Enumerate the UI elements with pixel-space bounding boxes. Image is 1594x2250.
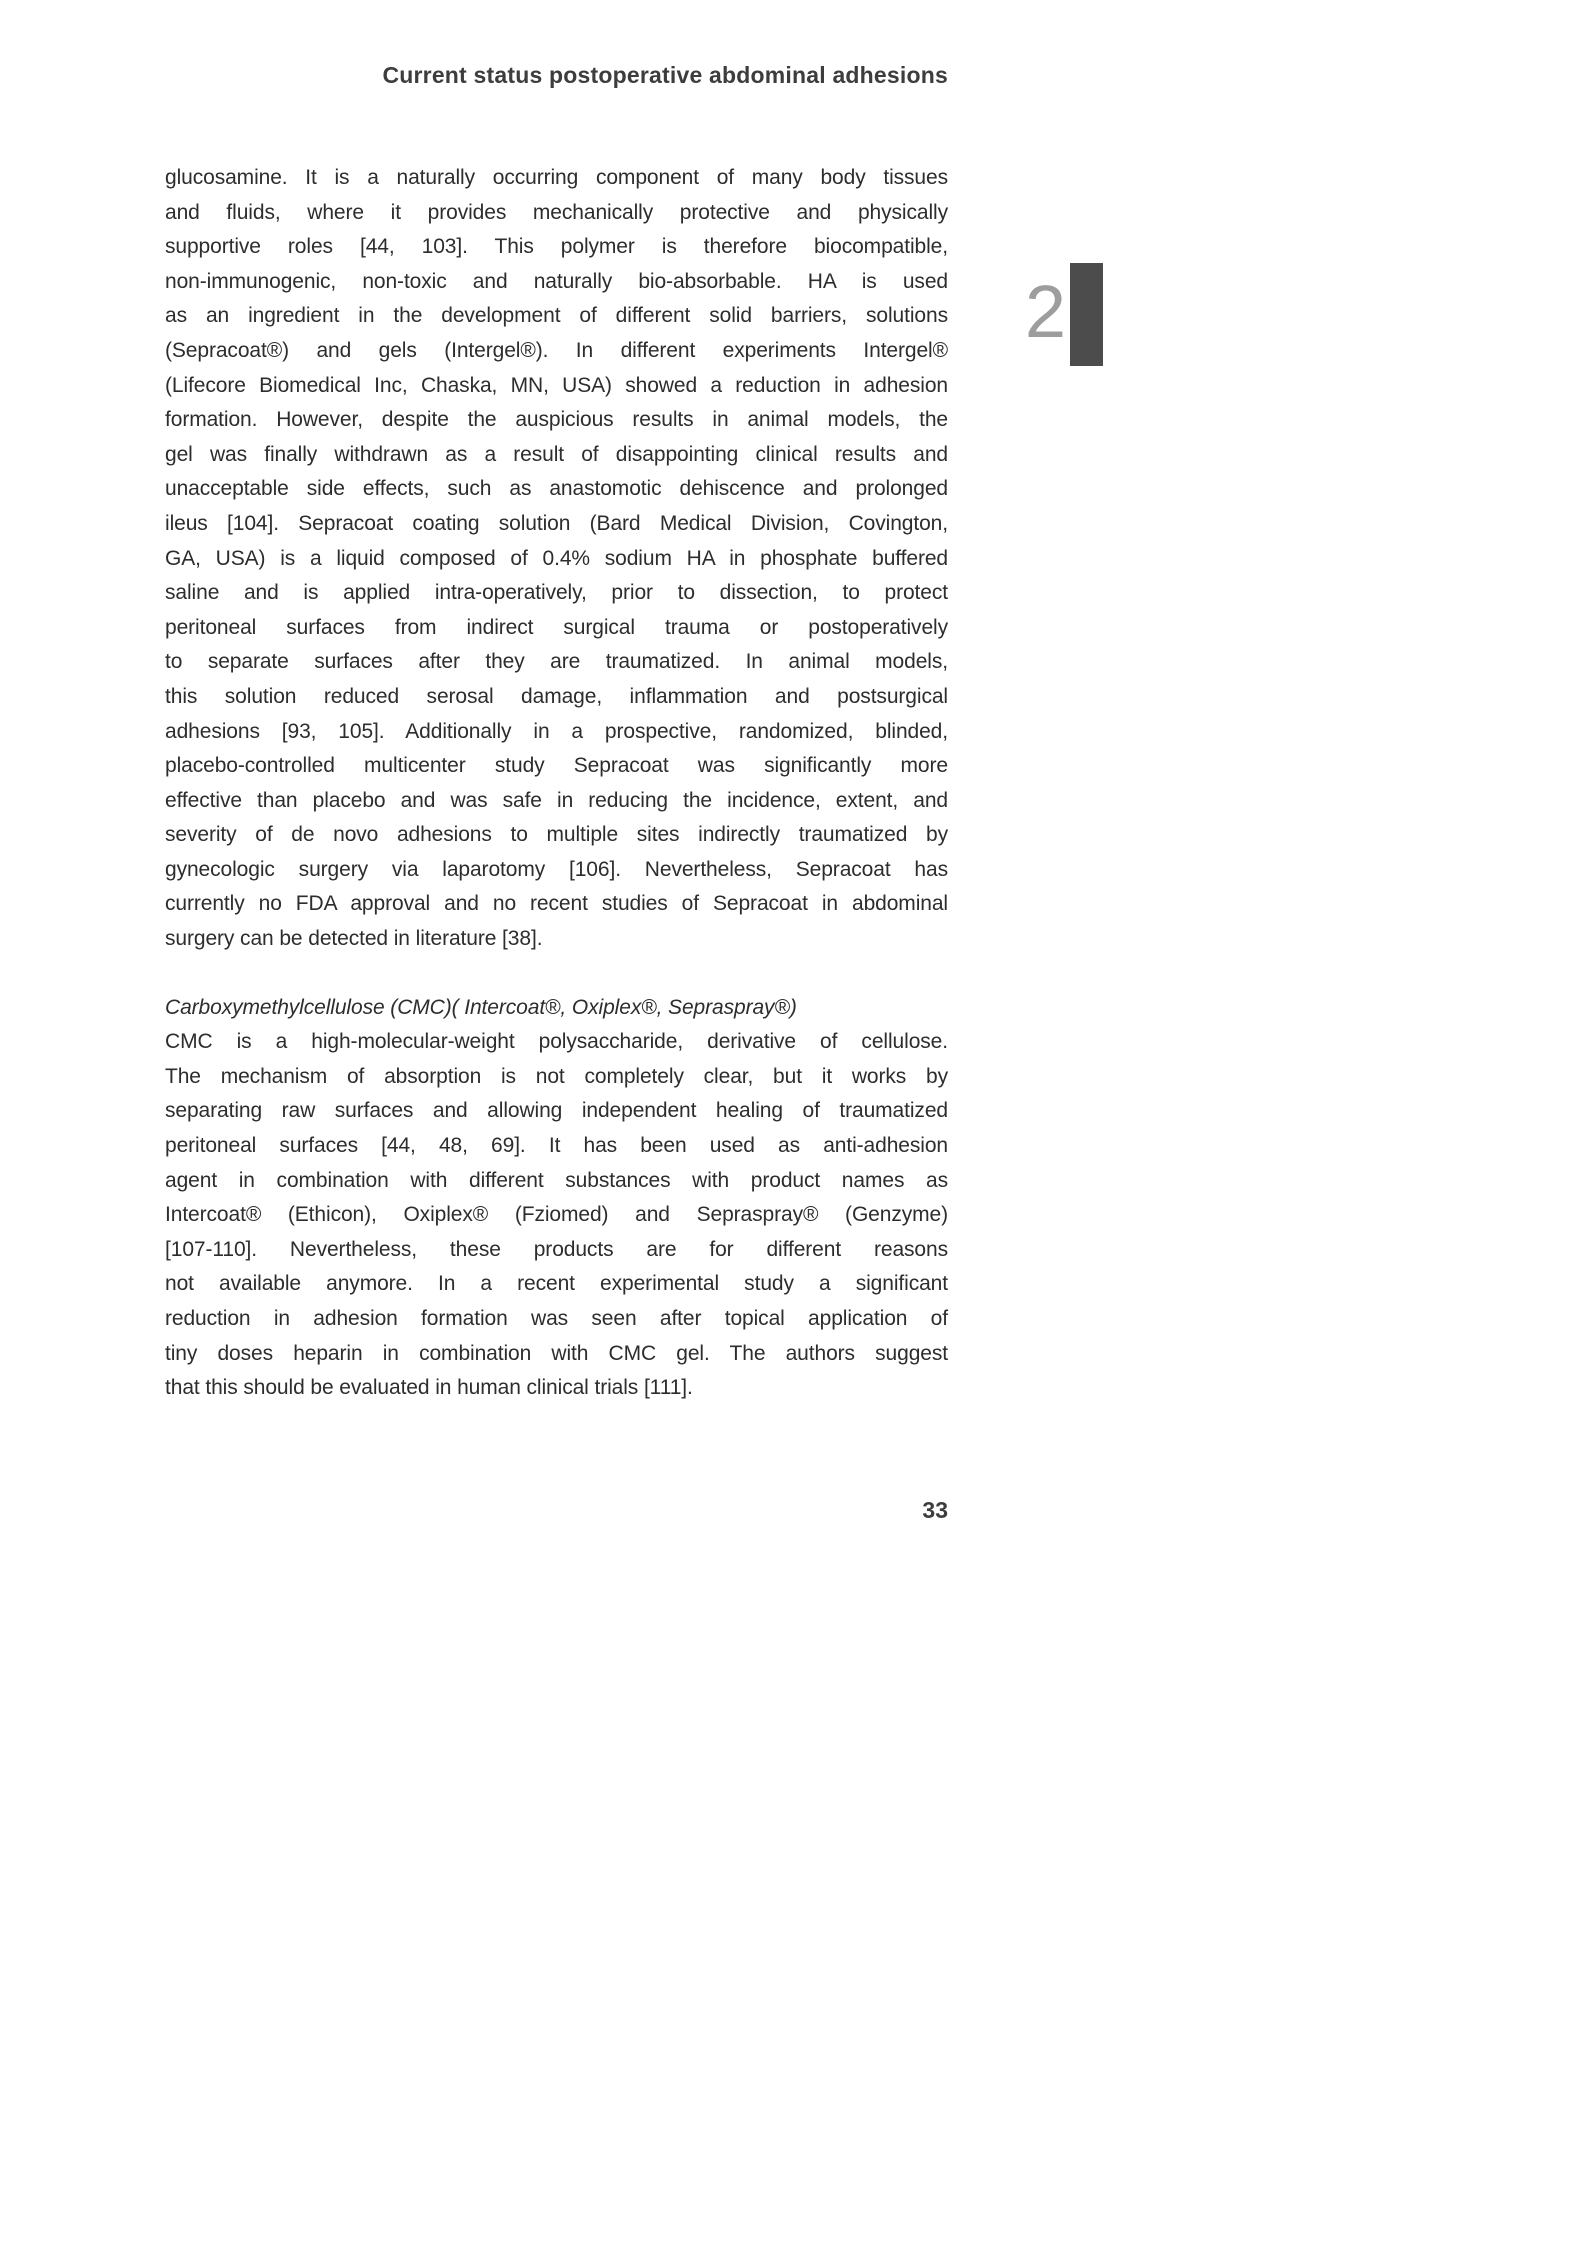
text-line: placebo-controlled multicenter study Sepracoat was significantly more (165, 754, 948, 778)
text-line: (Sepracoat®) and gels (Intergel®). In different experiments Intergel® (165, 338, 948, 362)
text-line: agent in combination with different substances with product names as (165, 1168, 948, 1192)
text-line: gel was finally withdrawn as a result of disappointing clinical results and (165, 442, 948, 466)
text-line: supportive roles [44, 103]. This polymer is therefore biocompatible, (165, 235, 948, 259)
text-line: CMC is a high-molecular-weight polysaccharide, derivative of cellulose. (165, 1030, 948, 1054)
text-line: glucosamine. It is a naturally occurring component of many body tissues (165, 166, 948, 189)
text-line: surgery can be detected in literature [38]. (165, 927, 543, 951)
text-line: ileus [104]. Sepracoat coating solution (Bard Medical Division, Covington, (165, 511, 948, 535)
paragraph-hyaluronic-acid (165, 161, 948, 957)
text-line: reduction in adhesion formation was seen after topical application of (165, 1307, 948, 1330)
text-line: effective than placebo and was safe in reducing the incidence, extent, and (165, 788, 948, 812)
body-text (165, 161, 948, 1406)
text-line: tiny doses heparin in combination with CMC gel. The authors suggest (165, 1341, 948, 1365)
text-line: GA, USA) is a liquid composed of 0.4% sodium HA in phosphate buffered (165, 546, 948, 570)
text-line: gynecologic surgery via laparotomy [106]. Nevertheless, Sepracoat has (165, 857, 948, 881)
text-line: that this should be evaluated in human clinical trials [111]. (165, 1376, 693, 1400)
text-line: currently no FDA approval and no recent studies of Sepracoat in abdominal (165, 892, 948, 916)
text-line: peritoneal surfaces [44, 48, 69]. It has been used as anti-adhesion (165, 1134, 948, 1158)
text-line: this solution reduced serosal damage, inflammation and postsurgical (165, 684, 948, 708)
text-line: to separate surfaces after they are traumatized. In animal models, (165, 650, 948, 674)
text-line: separating raw surfaces and allowing independent healing of traumatized (165, 1099, 948, 1123)
page-number: 33 (922, 1497, 948, 1523)
section-subheading: Carboxymethylcellulose (CMC)( Intercoat®, Oxiplex®, Sepraspray®) (165, 995, 797, 1019)
text-line: unacceptable side effects, such as anastomotic dehiscence and prolonged (165, 477, 948, 501)
text-line: non-immunogenic, non-toxic and naturally bio-absorbable. HA is used (165, 269, 948, 293)
text-line: not available anymore. In a recent experimental study a significant (165, 1272, 948, 1296)
chapter-tab-bar (1070, 263, 1103, 366)
text-line: [107-110]. Nevertheless, these products are for different reasons (165, 1237, 948, 1261)
text-line: as an ingredient in the development of different solid barriers, solutions (165, 304, 948, 328)
running-header: Current status postoperative abdominal adhesions (382, 62, 948, 88)
text-line: The mechanism of absorption is not completely clear, but it works by (165, 1064, 948, 1088)
text-line: Intercoat® (Ethicon), Oxiplex® (Fziomed) and Sepraspray® (Genzyme) (165, 1203, 948, 1227)
text-line: adhesions [93, 105]. Additionally in a prospective, randomized, blinded, (165, 719, 948, 743)
text-line: severity of de novo adhesions to multiple sites indirectly traumatized by (165, 823, 948, 847)
text-line: saline and is applied intra-operatively, prior to dissection, to protect (165, 581, 948, 605)
text-line: formation. However, despite the auspicious results in animal models, the (165, 408, 948, 432)
text-line: (Lifecore Biomedical Inc, Chaska, MN, USA) showed a reduction in adhesion (165, 373, 948, 397)
chapter-number: 2 (1024, 270, 1066, 353)
text-line: peritoneal surfaces from indirect surgical trauma or postoperatively (165, 615, 948, 639)
paragraph-cmc (165, 1025, 948, 1406)
text-line: and fluids, where it provides mechanically protective and physically (165, 200, 948, 224)
